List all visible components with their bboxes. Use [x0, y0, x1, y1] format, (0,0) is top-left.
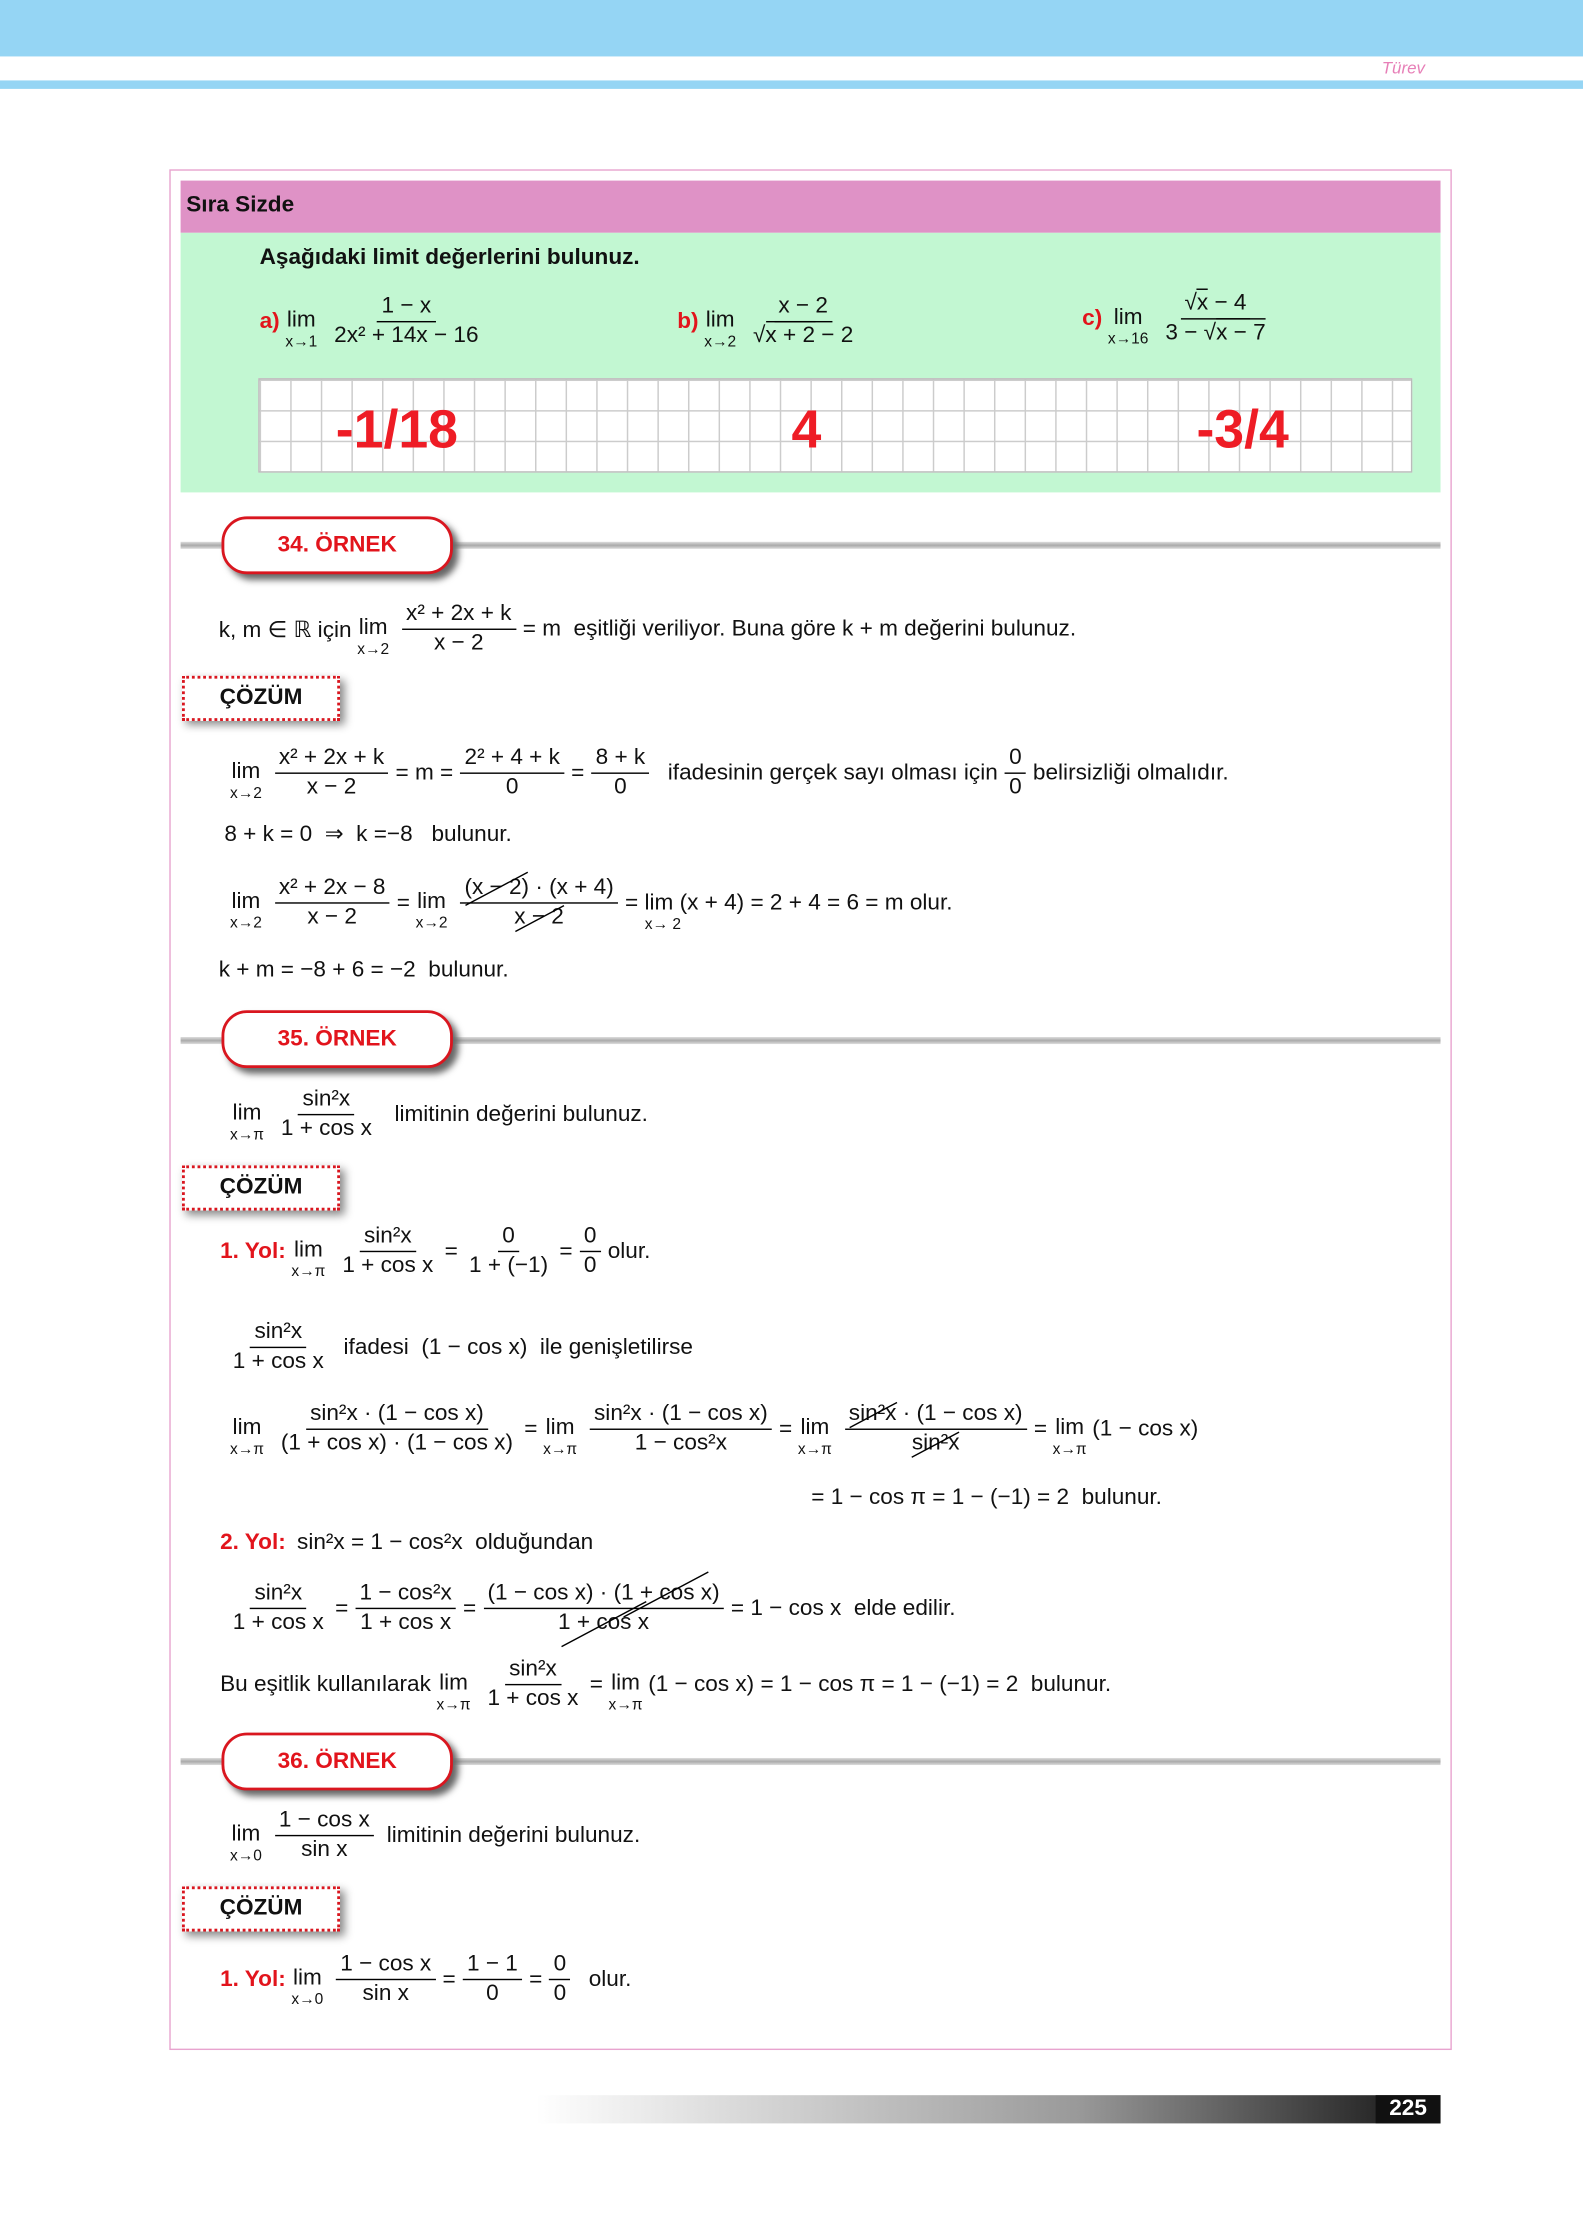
numerator [845, 1402, 1027, 1430]
numerator: 0 [498, 1224, 519, 1252]
label: c) [1082, 306, 1103, 331]
lim-sub: x→1 [285, 332, 318, 350]
solution-line [224, 875, 953, 933]
denominator [908, 1430, 964, 1457]
text: · (1 − cos x) [896, 1401, 1023, 1426]
lim-sub: x→16 [1107, 330, 1149, 348]
den-rest: − 2 [815, 323, 854, 348]
numerator: 1 − x [377, 294, 435, 322]
exercise-b [677, 294, 864, 349]
denominator [1161, 320, 1270, 347]
numerator: x² + 2x − 8 [275, 875, 390, 903]
denominator: 0 [486, 1981, 499, 2006]
text: ifadesinin gerçek sayı olması için [667, 760, 998, 785]
denominator: sin x [301, 1837, 348, 1862]
radicand: x + 2 [765, 321, 815, 348]
text: = [463, 1595, 477, 1620]
example-36-title: 36. ÖRNEK [222, 1733, 453, 1791]
text: = m eşitliği veriliyor. Buna göre k + m değerini bulunuz. [522, 616, 1077, 641]
solution-label: ÇÖZÜM [182, 676, 340, 721]
denominator: 1 + cos x [487, 1686, 579, 1711]
chapter-title: Türev [1381, 57, 1426, 78]
instruction: Aşağıdaki limit değerlerini bulunuz. [259, 245, 640, 270]
text: = [589, 1671, 603, 1696]
numerator: sin²x [250, 1581, 306, 1609]
lim-sub: x→0 [291, 1990, 324, 2008]
text: = m = [395, 760, 454, 785]
lim-sub: x→π [229, 1440, 264, 1458]
lim: lim [231, 888, 261, 913]
solution-line [220, 1952, 631, 2007]
solution-line [220, 1657, 1111, 1712]
numerator: 8 + k [591, 746, 649, 774]
label: a) [259, 308, 280, 333]
num-rest: − 4 [1208, 291, 1247, 316]
lim-sub: x→π [543, 1440, 578, 1458]
denominator: 1 − cos²x [634, 1431, 727, 1456]
text: ) [712, 1580, 720, 1605]
lim-sub: x→π [436, 1695, 471, 1713]
lim: lim [231, 1821, 261, 1846]
sqrt-icon: √ [1203, 320, 1217, 345]
text: k, m ∈ ℝ için [218, 617, 352, 642]
page-number: 225 [1376, 2095, 1441, 2123]
denominator: 1 + cos x [342, 1253, 434, 1278]
lim: lim [705, 307, 735, 332]
numerator: 1 − cos x [336, 1952, 435, 1980]
cancelled-term: (x − 2) [464, 875, 530, 900]
numerator: 0 [580, 1224, 601, 1252]
top-band [0, 0, 1583, 56]
numerator: sin²x [250, 1320, 306, 1348]
text: (1 − cos x) · ( [487, 1580, 622, 1605]
numerator: x − 2 [774, 294, 832, 322]
answer-c: -3/4 [1196, 400, 1289, 460]
lim-sub: x→2 [229, 784, 262, 802]
post-group [625, 890, 953, 933]
text: belirsizliği olmalıdır. [1032, 760, 1229, 785]
lim: lim [286, 307, 316, 332]
denominator: x − 2 [307, 905, 357, 930]
numerator: sin²x · (1 − cos x) [306, 1402, 488, 1430]
numerator: 2² + 4 + k [460, 746, 564, 774]
lim-sub: x→π [797, 1440, 832, 1458]
denominator: 1 + cos x [232, 1349, 324, 1374]
numerator [1180, 291, 1250, 319]
denominator: 0 [614, 775, 627, 800]
lim: lim [358, 615, 388, 640]
lim: lim [1113, 304, 1143, 329]
cancelled-term: sin²x [848, 1401, 897, 1426]
lim-sub: x→π [1052, 1440, 1087, 1458]
example-36-question [224, 1808, 640, 1863]
text: sin²x = 1 − cos²x olduğundan [297, 1530, 594, 1555]
lim: lim [439, 1670, 468, 1695]
denominator: sin x [362, 1981, 409, 2006]
numerator: 1 − 1 [463, 1952, 522, 1980]
numerator: 1 − cos x [275, 1808, 374, 1836]
text: limitinin değerini bulunuz. [394, 1101, 648, 1126]
sqrt-icon: √ [753, 323, 766, 348]
solution-line: = 1 − cos π = 1 − (−1) = 2 bulunur. [811, 1485, 1162, 1510]
denominator [510, 904, 568, 931]
text: olur. [607, 1238, 651, 1263]
text: = [396, 890, 410, 915]
solution-line [224, 1402, 1198, 1457]
solution-label: ÇÖZÜM [182, 1886, 340, 1931]
text: olur. [588, 1966, 632, 1991]
solution-line: 8 + k = 0 ⇒ k =−8 bulunur. [224, 822, 512, 847]
top-line [0, 80, 1583, 88]
method-label: 2. Yol: [220, 1530, 286, 1555]
lim-sub: x→2 [704, 332, 737, 350]
lim: lim [800, 1415, 830, 1440]
label: b) [677, 308, 699, 333]
example-34-title: 34. ÖRNEK [222, 516, 453, 574]
text: (1 − cos x) = 1 − cos π = 1 − (−1) = 2 bulunur. [648, 1671, 1112, 1696]
lim: lim [293, 1237, 323, 1262]
lim-sub: x→π [291, 1262, 326, 1280]
denominator: 1 + cos x [360, 1610, 452, 1635]
lim-sub: x→π [229, 1125, 264, 1143]
denominator: x − 2 [306, 775, 357, 800]
denominator: 1 + cos x [280, 1116, 372, 1141]
text: = [444, 1238, 458, 1263]
text: = lim (x + 4) = 2 + 4 = 6 = m olur. [625, 890, 953, 915]
text: · (x + 4) [529, 875, 614, 900]
lim: lim [1055, 1415, 1085, 1440]
numerator: sin²x [505, 1657, 561, 1685]
denominator: 0 [1009, 775, 1022, 800]
denominator: 2x² + 14x − 16 [334, 323, 479, 348]
numerator: sin²x · (1 − cos x) [590, 1402, 772, 1430]
exercise-a [260, 294, 490, 349]
lim: lim [231, 759, 261, 784]
numerator: x² + 2x + k [275, 746, 389, 774]
answer-a: -1/18 [335, 400, 459, 460]
denominator: 0 [505, 775, 519, 800]
numerator: sin²x [360, 1224, 416, 1252]
solution-line [220, 1531, 593, 1556]
numerator: 1 − cos²x [355, 1581, 456, 1609]
method-label: 1. Yol: [220, 1238, 286, 1263]
lim-sub: x→ 2 [644, 915, 682, 933]
solution-line [222, 1581, 956, 1636]
lim: lim [545, 1415, 575, 1440]
text: = [335, 1595, 349, 1620]
lim-sub: x→2 [229, 914, 262, 932]
denominator: 0 [583, 1253, 597, 1278]
denominator: 1 + cos x [232, 1610, 324, 1635]
sira-sizde-header [181, 181, 1441, 233]
text: = 1 − cos x elde edilir. [730, 1595, 956, 1620]
text: = [1033, 1416, 1047, 1441]
denominator [749, 322, 858, 349]
denominator [554, 1609, 653, 1636]
text: = [571, 760, 585, 785]
solution-label: ÇÖZÜM [182, 1165, 340, 1210]
sira-sizde-title: Sıra Sizde [186, 193, 295, 218]
text: = [442, 1966, 456, 1991]
example-34-question [219, 602, 1076, 657]
lim: lim [292, 1965, 322, 1990]
method-label: 1. Yol: [220, 1966, 286, 1991]
den-pre: 3 − [1165, 320, 1204, 345]
text: limitinin değerini bulunuz. [386, 1822, 641, 1847]
solution-line [224, 746, 1228, 801]
numerator: 0 [549, 1952, 570, 1980]
cancelled-term: sin²x [911, 1431, 960, 1456]
solution-line [222, 1320, 693, 1375]
denominator: (1 + cos x) · (1 − cos x) [280, 1431, 513, 1456]
text: = [779, 1416, 793, 1441]
lim: lim [232, 1415, 262, 1440]
radicand: x − 7 [1216, 318, 1266, 345]
numerator [483, 1581, 724, 1609]
denominator: 0 [553, 1981, 567, 2006]
text: Bu eşitlik kullanılarak [220, 1671, 431, 1696]
denominator: 1 + (−1) [469, 1253, 549, 1278]
numerator: 0 [1005, 746, 1026, 774]
cancelled-term: x − 2 [514, 905, 564, 930]
numerator: sin²x [298, 1087, 354, 1115]
radicand: x [1197, 289, 1208, 316]
denominator: x − 2 [433, 631, 484, 656]
text: = [559, 1238, 573, 1263]
lim-sub: x→2 [415, 914, 448, 932]
lim-sub: x→0 [229, 1846, 262, 1864]
lim: lim [417, 888, 446, 913]
solution-line: k + m = −8 + 6 = −2 bulunur. [218, 958, 509, 982]
solution-line [220, 1224, 650, 1279]
cancelled-term: 1 + cos x [558, 1610, 650, 1635]
lim: lim [611, 1670, 640, 1695]
answer-b: 4 [791, 400, 822, 460]
exercise-c [1082, 291, 1277, 346]
text: = [529, 1966, 543, 1991]
numerator: x² + 2x + k [402, 602, 516, 630]
cancelled-term: 1 + cos x [621, 1580, 713, 1605]
text: ifadesi (1 − cos x) ile genişletilirse [343, 1334, 693, 1359]
sqrt-icon: √ [1184, 291, 1197, 316]
lim-sub: x→π [608, 1695, 643, 1713]
text: = [524, 1416, 538, 1441]
numerator [460, 875, 618, 903]
lim-sub: x→2 [357, 640, 390, 658]
example-35-question [224, 1087, 648, 1142]
footer-bar [536, 2095, 1440, 2123]
example-35-title: 35. ÖRNEK [222, 1010, 453, 1068]
lim: lim [232, 1100, 262, 1125]
text: (1 − cos x) [1092, 1416, 1199, 1441]
